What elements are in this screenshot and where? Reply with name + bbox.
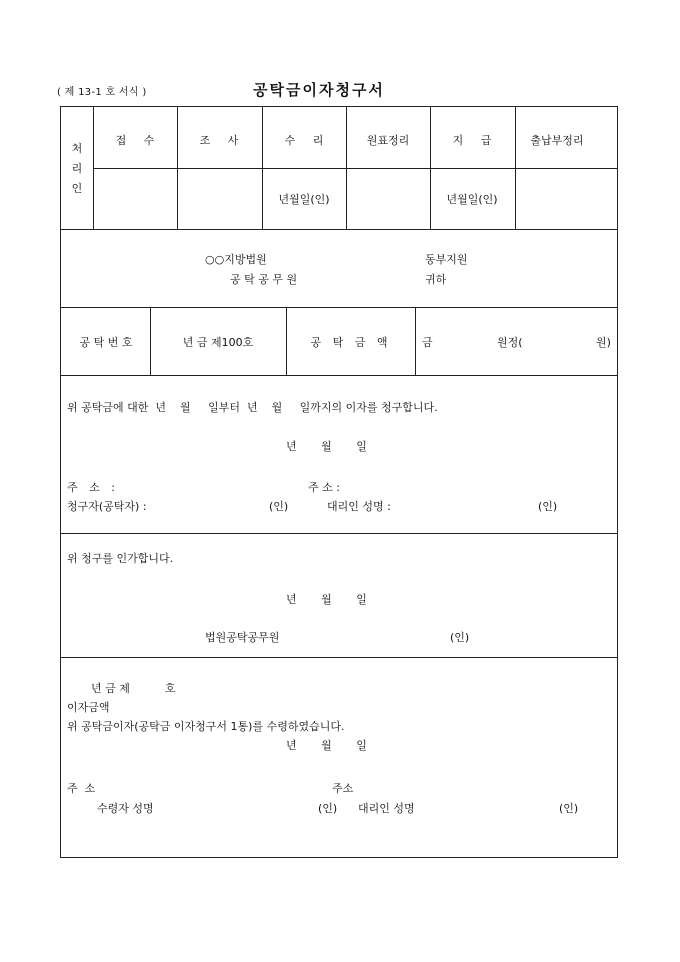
form-title: 공탁금이자청구서	[253, 81, 385, 99]
claimant-seal: (인)	[269, 500, 289, 513]
claim-date: 년 월 일	[286, 440, 367, 453]
divider	[93, 168, 617, 169]
divider	[61, 229, 617, 230]
processing-label	[61, 139, 93, 199]
claim-form	[60, 106, 618, 858]
court-name: ○○지방법원	[205, 253, 267, 266]
divider	[346, 107, 347, 229]
agent-seal: (인)	[559, 802, 579, 815]
divider	[262, 107, 263, 229]
amount-won-close: 원)	[596, 336, 611, 349]
agent-name-label: 대리인 성명	[358, 802, 415, 815]
divider	[93, 107, 94, 229]
agent-seal: (인)	[538, 500, 558, 513]
col-receipt: 접 수	[115, 134, 155, 147]
approval-statement: 위 청구를 인가합니다.	[67, 552, 174, 565]
processing-label-char: 인	[71, 182, 83, 195]
claim-statement: 위 공탁금에 대한 년 월 일부터 년 월 일까지의 이자를 청구합니다.	[67, 401, 438, 414]
date-stamp: 년월일(인)	[278, 193, 330, 206]
approval-date: 년 월 일	[286, 593, 367, 606]
col-acceptance: 수 리	[284, 134, 324, 147]
col-cashbook: 출납부정리	[530, 134, 584, 147]
col-payment: 지 급	[452, 134, 492, 147]
deposit-amount-label: 공 탁 금 액	[310, 336, 392, 349]
officer-title: 공 탁 공 무 원	[230, 273, 298, 286]
divider	[61, 533, 617, 534]
interest-amount-label: 이자금액	[67, 701, 110, 714]
divider	[61, 307, 617, 308]
deposit-number-label: 공 탁 번 호	[79, 336, 133, 349]
honorific: 귀하	[425, 273, 447, 286]
receipt-date: 년 월 일	[286, 739, 367, 752]
col-ledger-entry: 원표정리	[366, 134, 410, 147]
claimant-label: 청구자(공탁자) :	[67, 500, 147, 513]
branch-name: 동부지원	[425, 253, 468, 266]
deposit-number-value: 년 금 제100호	[182, 336, 254, 349]
agent-address-label: 주 소 :	[308, 481, 340, 494]
divider	[61, 375, 617, 376]
recipient-address-label: 주 소	[67, 782, 96, 795]
divider	[415, 307, 416, 375]
approval-officer: 법원공탁공무원	[205, 631, 280, 644]
divider	[286, 307, 287, 375]
divider	[177, 107, 178, 229]
approval-seal: (인)	[450, 631, 470, 644]
divider	[430, 107, 431, 229]
processing-label-char: 리	[71, 162, 83, 175]
receipt-number-line: 년 금 제 호	[91, 682, 176, 695]
agent-address-label: 주소	[332, 782, 354, 795]
processing-label-char: 처	[71, 142, 83, 155]
divider	[150, 307, 151, 375]
amount-won: 원정(	[497, 336, 523, 349]
claimant-address-label: 주 소 :	[67, 481, 115, 494]
recipient-seal: (인)	[318, 802, 338, 815]
recipient-name-label: 수령자 성명	[97, 802, 154, 815]
divider	[61, 657, 617, 658]
divider	[515, 107, 516, 229]
agent-name-label: 대리인 성명 :	[327, 500, 391, 513]
col-inspection: 조 사	[199, 134, 239, 147]
amount-prefix: 금	[422, 336, 433, 349]
date-stamp: 년월일(인)	[446, 193, 498, 206]
form-number: ( 제 13-1 호 서식 )	[57, 87, 147, 98]
receipt-statement: 위 공탁금이자(공탁금 이자청구서 1통)를 수령하였습니다.	[67, 720, 345, 733]
